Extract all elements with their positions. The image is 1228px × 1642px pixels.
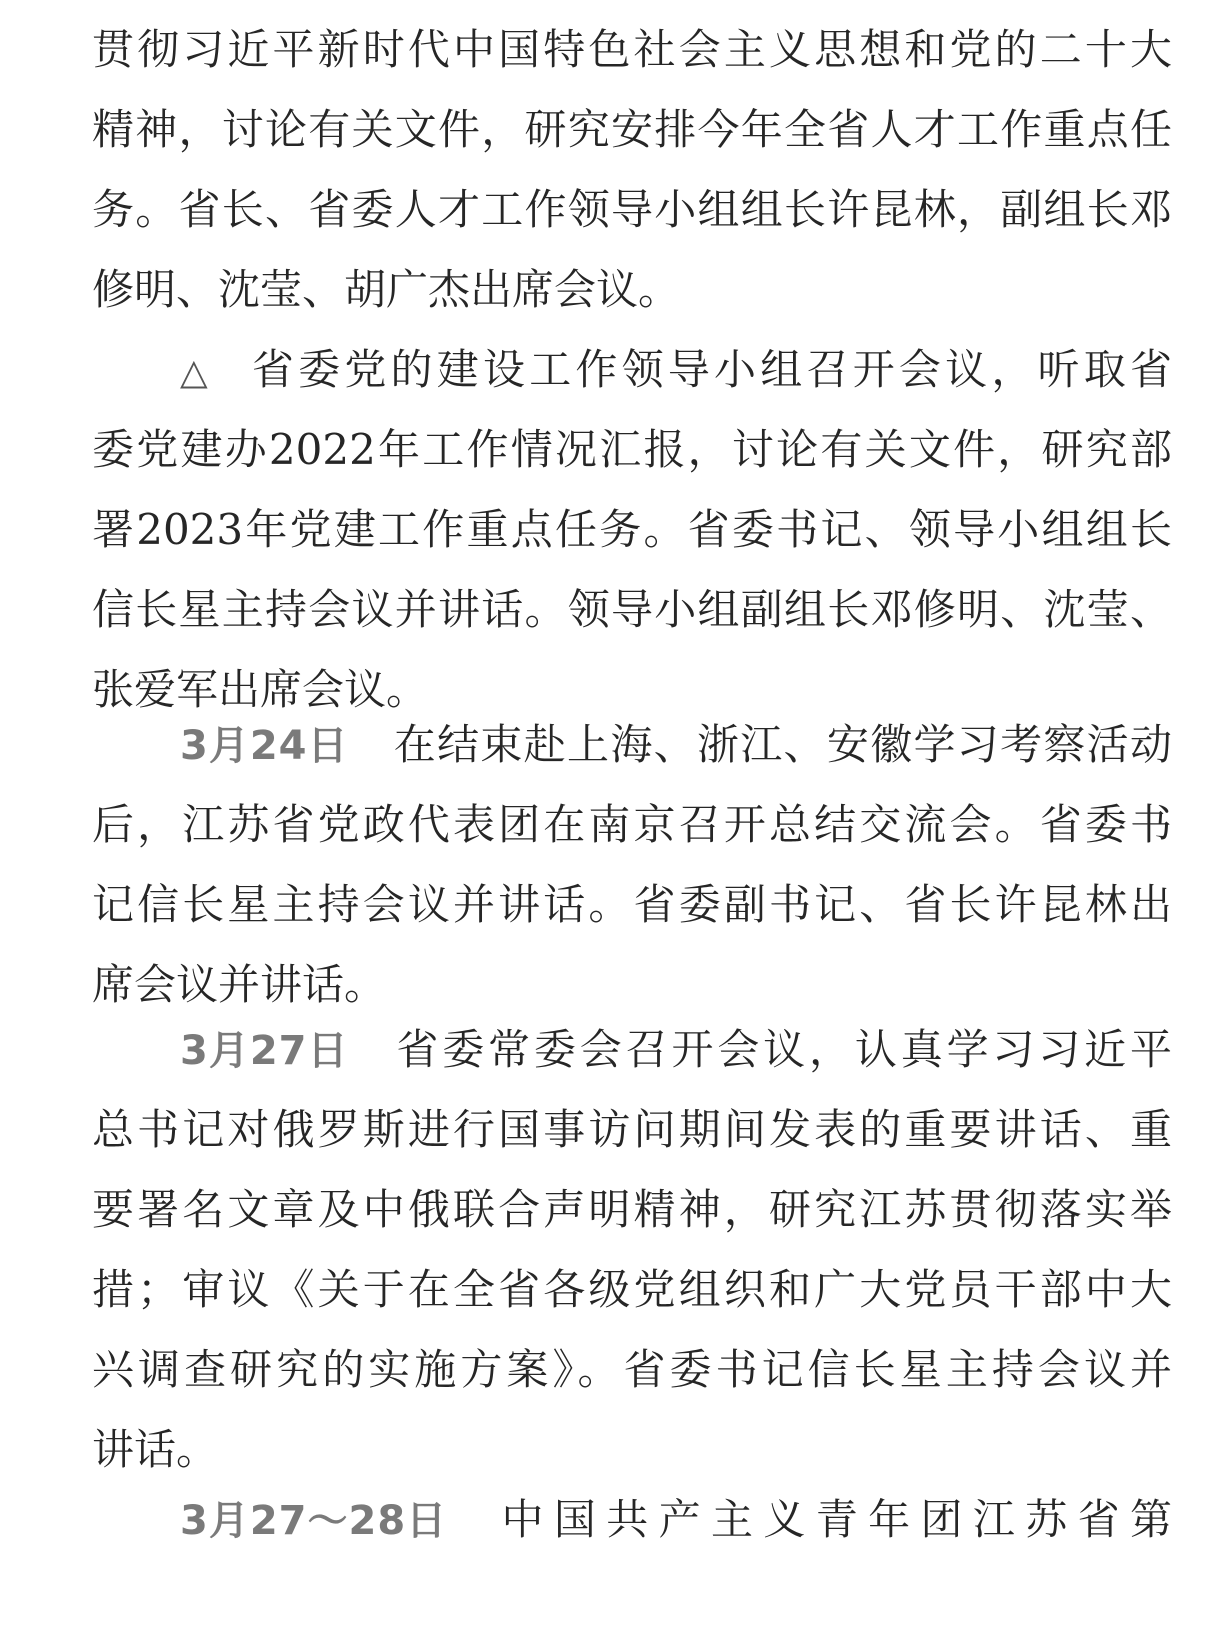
entry-heading-line	[180, 330, 1172, 410]
text-line: 信长星主持会议并讲话。领导小组副组长邓修明、沈莹、	[92, 585, 1172, 634]
triangle-marker: △	[180, 352, 208, 393]
text-line: 记信长星主持会议并讲话。省委副书记、省长许昆林出	[92, 880, 1172, 929]
entry-heading-line	[180, 705, 1172, 785]
entry-text: 省委党的建设工作领导小组召开会议，听取省	[247, 345, 1172, 394]
text-line: 讲话。	[92, 1425, 219, 1474]
text-line: 贯彻习近平新时代中国特色社会主义思想和党的二十大	[92, 25, 1172, 74]
entry-text: 在结束赴上海、浙江、安徽学习考察活动	[392, 720, 1172, 769]
entry-text: 中国共产主义青年团江苏省第	[491, 1495, 1172, 1544]
text-line: 要署名文章及中俄联合声明精神，研究江苏贯彻落实举	[92, 1185, 1172, 1234]
entry-date: 3月24日	[180, 723, 349, 769]
text-line: 张爱军出席会议。	[92, 665, 429, 714]
text-line: 兴调查研究的实施方案》。省委书记信长星主持会议并	[92, 1345, 1172, 1394]
text-line: 修明、沈莹、胡广杰出席会议。	[92, 265, 681, 314]
text-line: 总书记对俄罗斯进行国事访问期间发表的重要讲话、重	[92, 1105, 1172, 1154]
text-line: 委党建办2022年工作情况汇报，讨论有关文件，研究部	[92, 425, 1172, 474]
entry-heading-line	[180, 1010, 1172, 1090]
entry-date: 3月27日	[180, 1028, 349, 1074]
text-line: 署2023年党建工作重点任务。省委书记、领导小组组长	[92, 505, 1172, 554]
entry-text: 省委常委会召开会议，认真学习习近平	[392, 1025, 1172, 1074]
entry-heading-line	[180, 1480, 1172, 1560]
text-line: 精神，讨论有关文件，研究安排今年全省人才工作重点任	[92, 105, 1172, 154]
text-line: 席会议并讲话。	[92, 960, 387, 1009]
entry-date: 3月27～28日	[180, 1498, 448, 1544]
text-line: 务。省长、省委人才工作领导小组组长许昆林，副组长邓	[92, 185, 1172, 234]
text-line: 后，江苏省党政代表团在南京召开总结交流会。省委书	[92, 800, 1172, 849]
text-line: 措；审议《关于在全省各级党组织和广大党员干部中大	[92, 1265, 1172, 1314]
